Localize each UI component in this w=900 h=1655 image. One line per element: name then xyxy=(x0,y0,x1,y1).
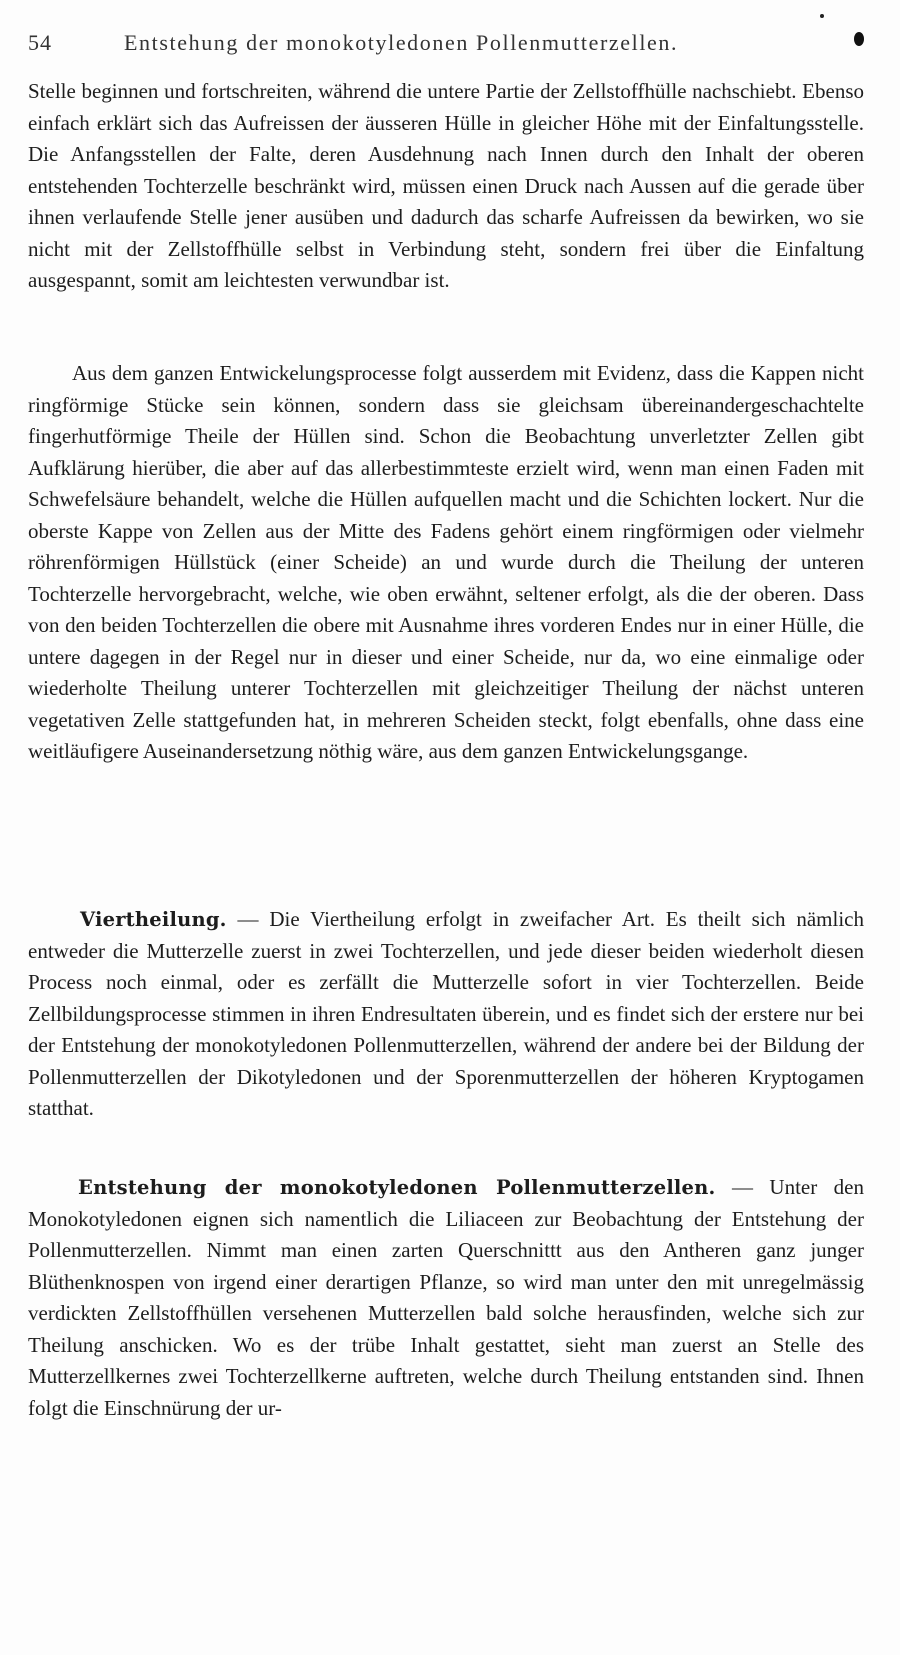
paragraph-continuation xyxy=(28,76,864,297)
ink-blot-mark xyxy=(854,32,864,46)
paragraph-kappen xyxy=(28,358,864,768)
paragraph-text: Aus dem ganzen Entwickelungsprocesse folgt ausserdem mit Evidenz, dass die Kappen nicht ringförmige Stücke sein können, sondern dass sie gleichsam übereinandergeschachtelte fingerhutförmige Theile der Hüllen sind. Schon die Beobachtung unverletzter Zellen gibt Aufklärung hierüber, die aber auf das allerbestimmteste erzielt wird, wenn man einen Faden mit Schwefelsäure behandelt, welche die Hüllen aufquellen macht und die Schichten lockert. Nur die oberste Kappe von Zellen aus der Mitte des Fadens gehört einem ringförmigen oder vielmehr röhrenförmigen Hüllstück (einer Scheide) an und wurde durch die Theilung der unteren Tochterzelle hervorgebracht, welche, wie oben erwähnt, seltener erfolgt, als die der oberen. Dass von den beiden Tochterzellen die obere mit Ausnahme ihres vorderen Endes nur in einer Hülle, die untere dagegen in der Regel nur in dieser und einer Scheide, nur da, wo eine einmalige oder wiederholte Theilung unterer Tochterzellen mit gleichzeitiger Theilung der nächst unteren vegetativen Zelle stattgefunden hat, in mehreren Scheiden steckt, folgt ebenfalls, ohne dass eine weitläufigere Auseinandersetzung nöthig wäre, aus dem ganzen Entwickelungsgange. xyxy=(28,361,864,763)
page-number: 54 xyxy=(28,30,52,55)
print-speck xyxy=(820,14,824,18)
section-viertheilung xyxy=(28,904,864,1125)
section-heading: Entstehung der monokotyledonen Pollenmutterzellen. xyxy=(78,1176,716,1199)
section-pollenmutterzellen xyxy=(28,1172,864,1424)
section-heading: Viertheilung. xyxy=(80,908,227,931)
page-header xyxy=(28,30,868,66)
paragraph-text: — Unter den Monokotyledonen eignen sich namentlich die Liliaceen zur Beobachtung der Entstehung der Pollenmutterzellen. Nimmt man einen zarten Querschnittt aus den Antheren ganz junger Blüthenknospen von irgend einer derartigen Pflanze, so wird man unter den mit unregelmässig verdickten Zellstoffhüllen versehenen Mutterzellen bald solche herausfinden, welche sich zur Theilung anschicken. Wo es der trübe Inhalt gestattet, sieht man zuerst an Stelle des Mutterzellkernes zwei Tochterzellkerne auftreten, welche durch Theilung entstanden sind. Ihnen folgt die Einschnürung der ur- xyxy=(28,1175,865,1420)
paragraph-text: Stelle beginnen und fortschreiten, während die untere Partie der Zellstoffhülle nachschiebt. Ebenso einfach erklärt sich das Aufreissen der äusseren Hülle in gleicher Höhe mit der Einfaltungsstelle. Die Anfangsstellen der Falte, deren Ausdehnung nach Innen durch den Inhalt der oberen entstehenden Tochterzelle beschränkt wird, müssen einen Druck nach Aussen auf die gerade über ihnen verlaufende Stelle jener ausüben und dadurch das scharfe Aufreissen da bewirken, wo sie nicht mit der Zellstoffhülle selbst in Verbindung steht, sondern frei über die Einfaltung ausgespannt, somit am leichtesten verwundbar ist. xyxy=(28,79,864,292)
paragraph-text: — Die Viertheilung erfolgt in zweifacher Art. Es theilt sich nämlich entweder die Mutterzelle zuerst in zwei Tochterzellen, und jede dieser beiden wiederholt diesen Process noch einmal, oder es zerfällt die Mutterzelle sofort in vier Tochterzellen. Beide Zellbildungsprocesse stimmen in ihren Endresultaten überein, und es findet sich der erstere nur bei der Entstehung der monokotyledonen Pollenmutterzellen, während der andere bei der Bildung der Pollenmutterzellen der Dikotyledonen und der Sporenmutterzellen der höheren Kryptogamen statthat. xyxy=(28,907,864,1120)
running-head: Entstehung der monokotyledonen Pollenmutterzellen. xyxy=(124,30,679,55)
